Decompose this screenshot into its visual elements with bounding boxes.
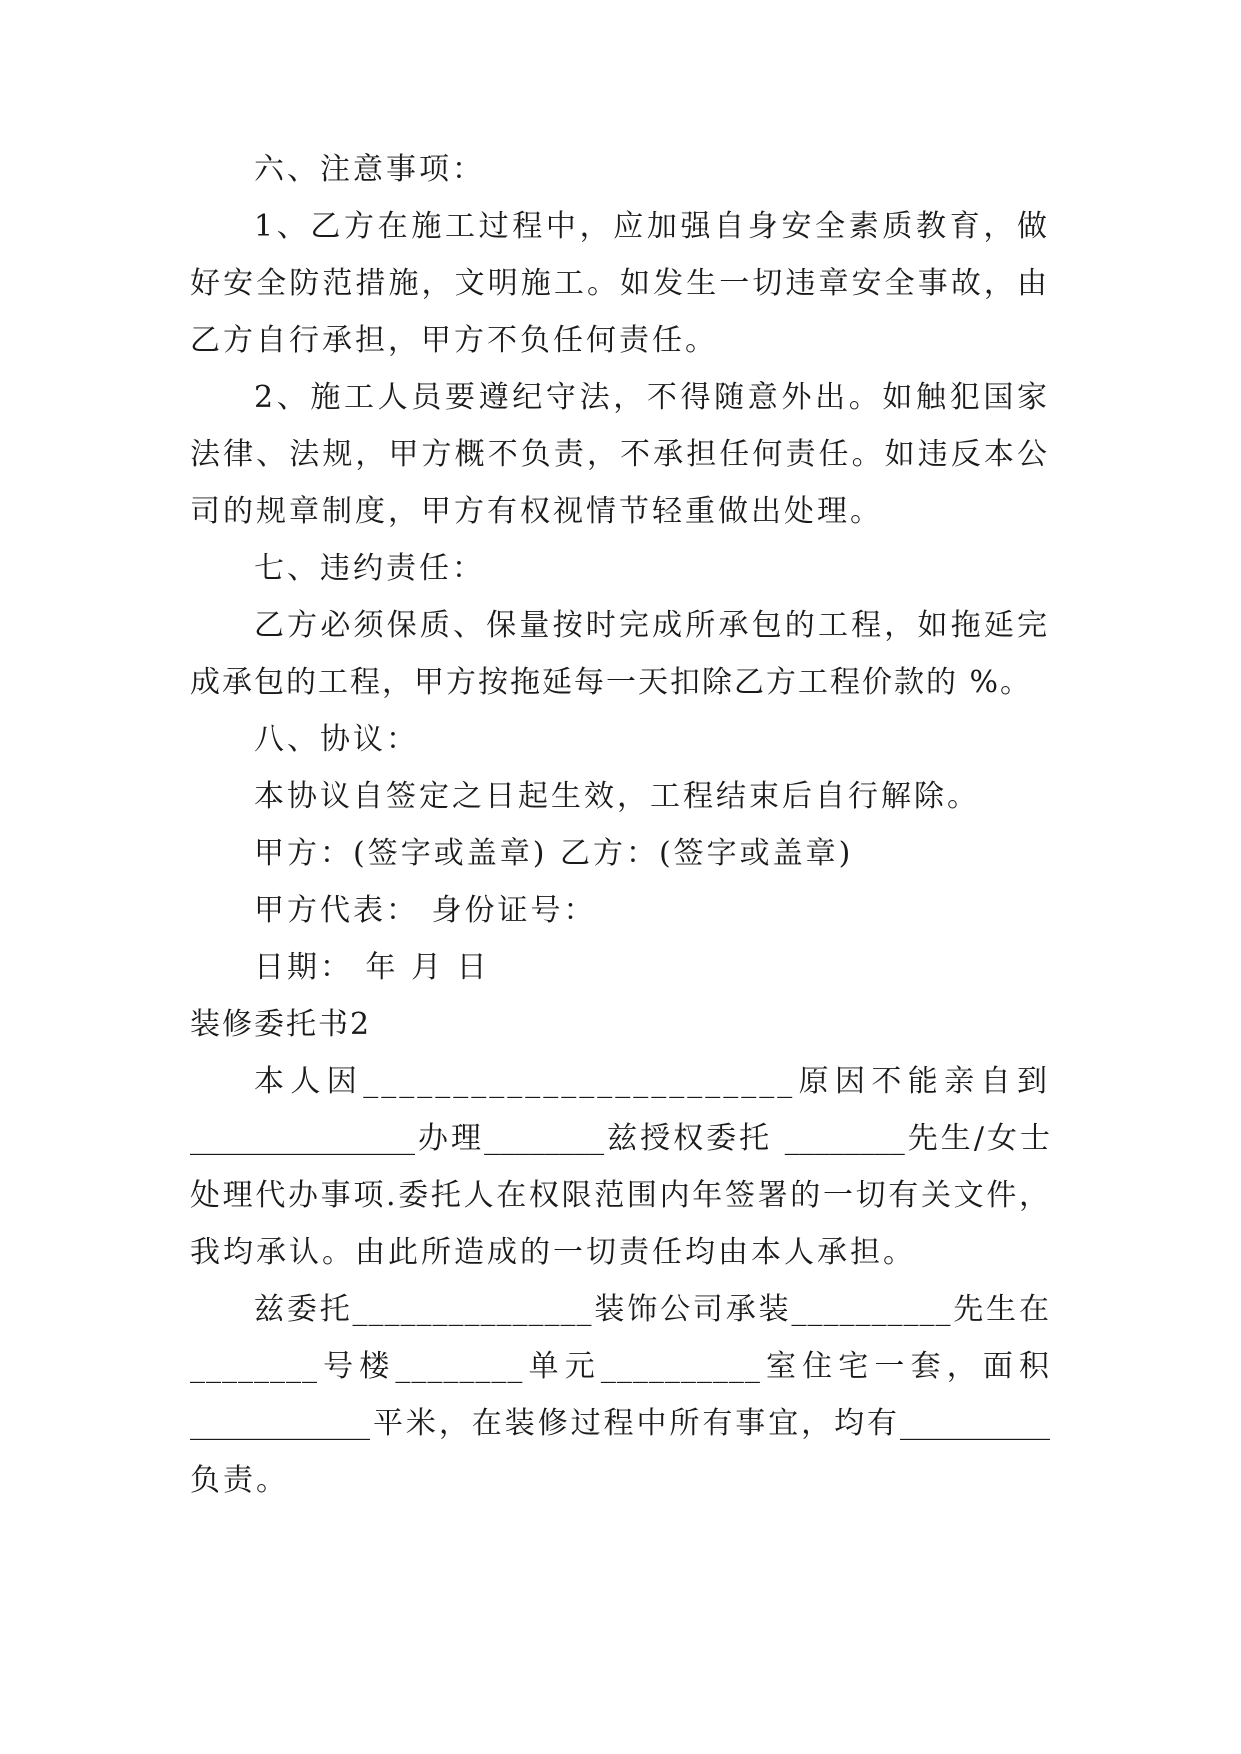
paragraph-line: ________号楼________单元__________室住宅一套，面积 <box>190 1349 1050 1384</box>
paragraph-line: 2、施工人员要遵纪守法，不得随意外出。如触犯国家 <box>254 380 1050 415</box>
signature-line: 甲方：(签字或盖章) 乙方：(签字或盖章) <box>254 836 854 871</box>
paragraph-line: 法律、法规，甲方概不负责，不承担任何责任。如违反本公 <box>190 437 1050 472</box>
paragraph-line: 司的规章制度，甲方有权视情节轻重做出处理。 <box>190 494 883 529</box>
section-heading-6: 六、注意事项： <box>254 152 485 187</box>
paragraph-line: 本人因________________________原因不能亲自到 <box>254 1064 1050 1099</box>
paragraph-line: 乙方必须保质、保量按时完成所承包的工程，如拖延完 <box>254 608 1050 643</box>
paragraph-line: 本协议自签定之日起生效，工程结束后自行解除。 <box>254 779 980 814</box>
paragraph-line: 成承包的工程，甲方按拖延每一天扣除乙方工程价款的 %。 <box>190 665 1033 700</box>
section-heading-8: 八、协议： <box>254 722 419 757</box>
paragraph-line: 好安全防范措施，文明施工。如发生一切违章安全事故，由 <box>190 266 1050 301</box>
paragraph-line: 兹委托_______________装饰公司承装__________先生在 <box>254 1292 1050 1327</box>
document-title: 装修委托书2 <box>190 1007 372 1042</box>
paragraph-line: 我均承认。由此所造成的一切责任均由本人承担。 <box>190 1235 916 1270</box>
date-line: 日期： 年 月 日 <box>254 950 490 985</box>
paragraph-line: 处理代办事项.委托人在权限范围内年签署的一切有关文件， <box>190 1178 1050 1213</box>
paragraph-line: 1、乙方在施工过程中，应加强自身安全素质教育，做 <box>254 209 1050 244</box>
paragraph-line: ____________平米，在装修过程中所有事宜，均有__________ <box>190 1406 1050 1441</box>
representative-line: 甲方代表： 身份证号： <box>254 893 597 928</box>
paragraph-line: _______________办理________兹授权委托 ________先生/女士 <box>190 1121 1050 1156</box>
paragraph-line: 乙方自行承担，甲方不负任何责任。 <box>190 323 718 358</box>
section-heading-7: 七、违约责任： <box>254 551 485 586</box>
paragraph-line: 负责。 <box>190 1463 289 1498</box>
